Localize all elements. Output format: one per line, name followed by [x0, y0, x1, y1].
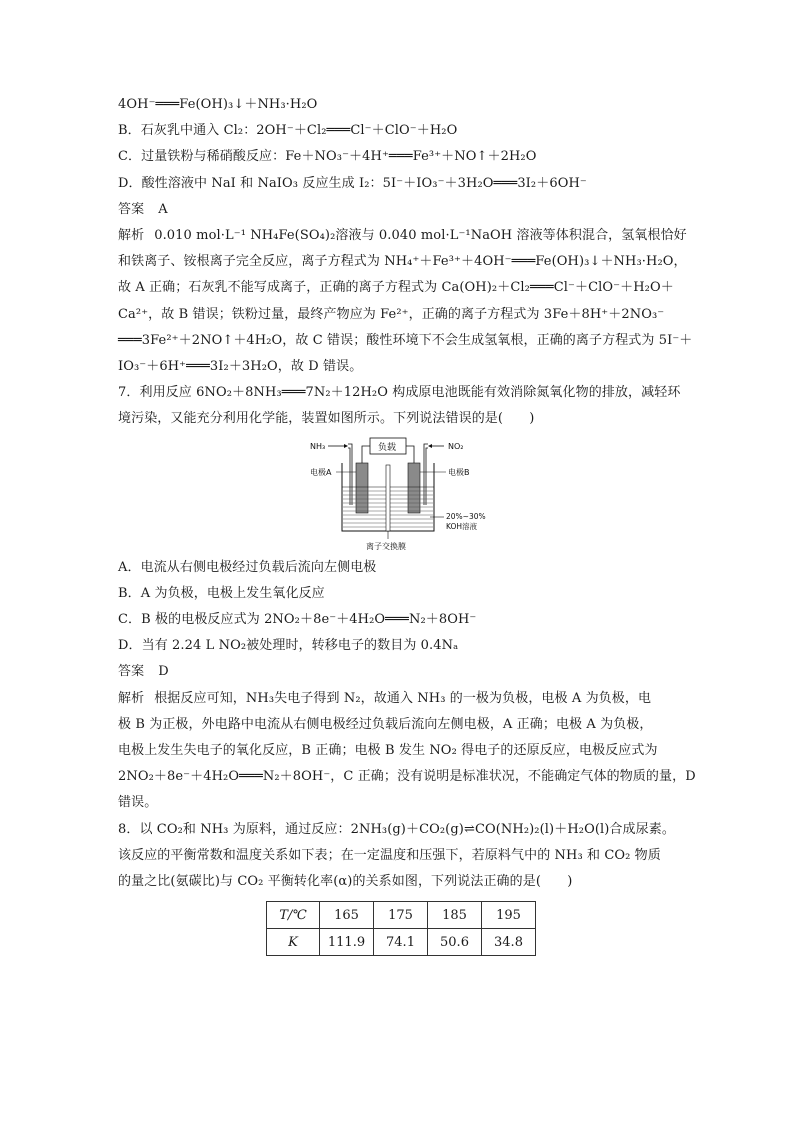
- analysis-text: 根据反应可知，NH₃失电子得到 N₂，故通入 NH₃ 的一极为负极，电极 A 为负极，电: [154, 690, 652, 706]
- answer-value: A: [158, 201, 168, 217]
- table-cell: 175: [374, 902, 428, 929]
- table-row: [267, 902, 536, 929]
- wire-left: [362, 446, 370, 465]
- no2-label: NO₂: [448, 441, 464, 451]
- battery-diagram-svg: [308, 435, 508, 553]
- text-line: ═══3Fe²⁺＋2NO↑＋4H₂O，故 C 错误；酸性环境下不会生成氢氧根，正确的离子方程式为 5I⁻＋: [118, 332, 693, 348]
- table-cell: 50.6: [428, 929, 482, 956]
- option-d: D．当有 2.24 L NO₂被处理时，转移电子的数目为 0.4Nₐ: [118, 638, 459, 654]
- table-cell: 165: [320, 902, 374, 929]
- electrode-b-label: 电极B: [448, 467, 470, 477]
- electrode-a-label: 电极A: [310, 467, 332, 477]
- text-line: 2NO₂＋8e⁻＋4H₂O═══N₂＋8OH⁻，C 正确；没有说明是标准状况，不能确定气体的物质的量，D: [118, 769, 696, 785]
- table-cell: 34.8: [482, 929, 536, 956]
- electrode-a: [356, 463, 368, 513]
- table-row: [267, 929, 536, 956]
- analysis-text: 0.010 mol·L⁻¹ NH₄Fe(SO₄)₂溶液与 0.040 mol·L⁻¹NaOH 溶液等体积混合，氢氧根恰好: [154, 228, 687, 244]
- analysis-line: [118, 223, 687, 249]
- answer-line: [118, 197, 678, 223]
- battery-diagram: [118, 433, 678, 555]
- text-line: 电极上发生失电子的氧化反应，B 正确；电极 B 发生 NO₂ 得电子的还原反应，电极反应式为: [118, 743, 658, 759]
- left-pipe-inner: [348, 448, 350, 505]
- answer-label: 答案: [118, 664, 145, 680]
- text-line: IO₃⁻＋6H⁺═══3I₂＋3H₂O，故 D 错误。: [118, 359, 363, 375]
- table-header-k: K: [267, 929, 320, 956]
- table-cell: 195: [482, 902, 536, 929]
- text-line: 和铁离子、铵根离子完全反应，离子方程式为 NH₄⁺＋Fe³⁺＋4OH⁻═══Fe(OH)₃↓＋NH₃·H₂O，: [118, 254, 687, 270]
- equilibrium-table: [266, 901, 536, 956]
- answer-line: [118, 659, 678, 685]
- table-cell: 111.9: [320, 929, 374, 956]
- question-7-stem: 7．利用反应 6NO₂＋8NH₃═══7N₂＋12H₂O 构成原电池既能有效消除氮氧化物的排放，减轻环: [118, 385, 681, 401]
- text-line: 4OH⁻═══Fe(OH)₃↓＋NH₃·H₂O: [118, 97, 318, 112]
- text-line: 故 A 正确；石灰乳不能写成离子，正确的离子方程式为 Ca(OH)₂＋Cl₂═══Cl⁻＋ClO⁻＋H₂O＋: [118, 280, 674, 296]
- right-pipe-inner: [426, 448, 428, 505]
- question-8-stem-cont: 该反应的平衡常数和温度关系如下表；在一定温度和压强下，若原料气中的 NH₃ 和 CO₂ 物质: [118, 847, 661, 863]
- text-line: Ca²⁺，故 B 错误；铁粉过量，最终产物应为 Fe²⁺，正确的离子方程式为 3Fe＋8H⁺＋2NO₃⁻: [118, 306, 665, 322]
- ion-exchange-membrane: [386, 465, 390, 531]
- wire-right: [406, 446, 414, 465]
- answer-label: 答案: [118, 201, 145, 217]
- question-7-stem-cont: 境污染，又能充分利用化学能，装置如图所示。下列说法错误的是( ): [118, 411, 535, 427]
- nh3-arrow-head: [344, 444, 348, 448]
- koh-concentration: 20%~30%: [446, 511, 486, 521]
- table-cell: 185: [428, 902, 482, 929]
- analysis-label: 解析: [118, 228, 145, 244]
- option-b: B．A 为负极，电极上发生氧化反应: [118, 585, 325, 601]
- text-line: 错误。: [118, 795, 158, 811]
- option-b: B．石灰乳中通入 Cl₂：2OH⁻＋Cl₂═══Cl⁻＋ClO⁻＋H₂O: [118, 123, 458, 139]
- membrane-label: 离子交换膜: [366, 541, 406, 551]
- option-d: D．酸性溶液中 NaI 和 NaIO₃ 反应生成 I₂：5I⁻＋IO₃⁻＋3H₂O═══3I₂＋6OH⁻: [118, 175, 587, 191]
- koh-label: KOH溶液: [446, 521, 478, 531]
- answer-value: D: [158, 664, 169, 680]
- document-page: [118, 92, 696, 956]
- option-c: C．B 极的电极反应式为 2NO₂＋8e⁻＋4H₂O═══N₂＋8OH⁻: [118, 612, 477, 628]
- analysis-line: [118, 686, 678, 712]
- no2-arrow-head: [428, 444, 432, 448]
- analysis-label: 解析: [118, 690, 145, 706]
- question-8-stem-cont: 的量之比(氨碳比)与 CO₂ 平衡转化率(α)的关系如图，下列说法正确的是( ): [118, 874, 573, 890]
- load-label: 负载: [378, 442, 397, 453]
- nh3-label: NH₃: [310, 441, 326, 451]
- electrode-b: [408, 463, 420, 513]
- option-c: C．过量铁粉与稀硝酸反应：Fe＋NO₃⁻＋4H⁺═══Fe³⁺＋NO↑＋2H₂O: [118, 149, 537, 165]
- option-a: A．电流从右侧电极经过负载后流向左侧电极: [118, 559, 377, 575]
- question-8-stem: 8．以 CO₂和 NH₃ 为原料，通过反应：2NH₃(g)＋CO₂(g)⇌CO(NH₂)₂(l)＋H₂O(l)合成尿素。: [118, 821, 675, 837]
- table-cell: 74.1: [374, 929, 428, 956]
- text-line: 极 B 为正极，外电路中电流从右侧电极经过负载后流向左侧电极，A 正确；电极 A 为负极，: [118, 716, 653, 732]
- table-header-temperature: T/℃: [267, 902, 320, 929]
